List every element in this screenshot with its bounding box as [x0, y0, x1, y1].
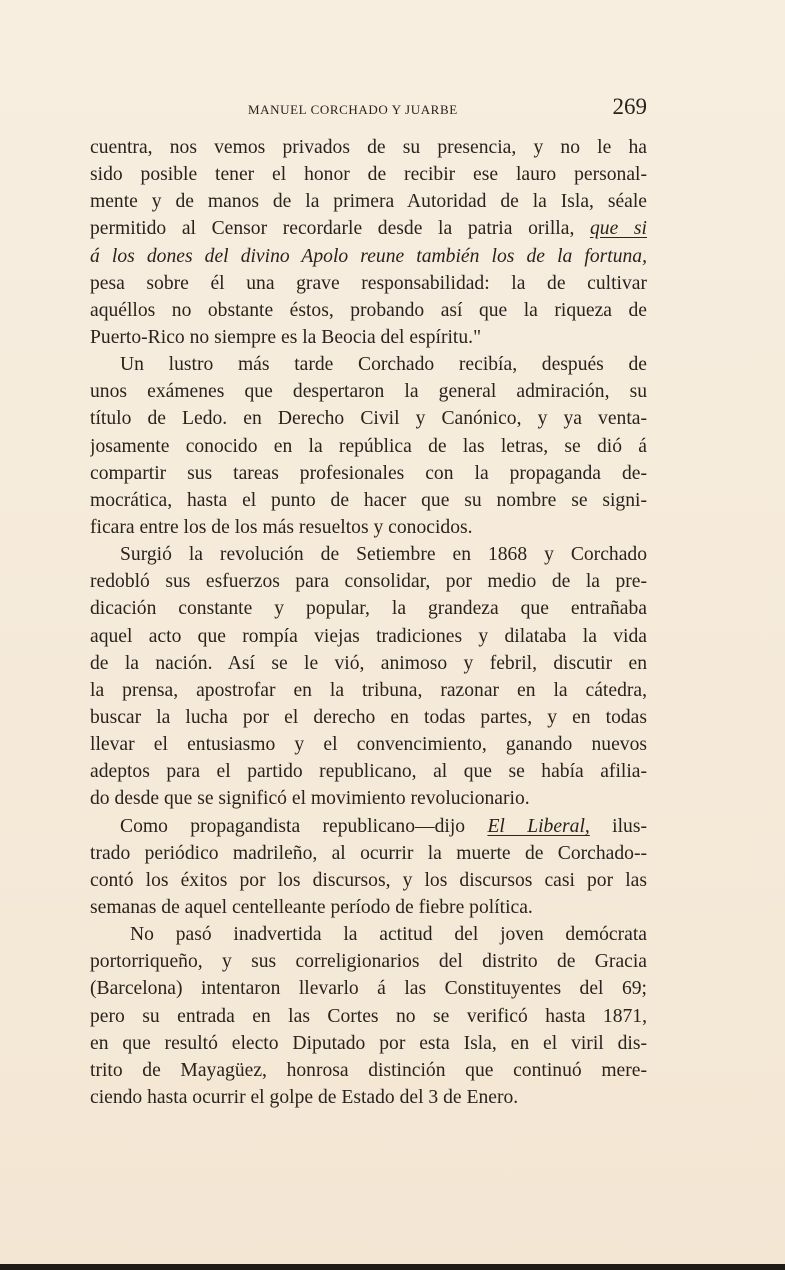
text-line: dicación constante y popular, la grandeza que entrañaba — [90, 598, 647, 620]
text-span: Como propagandista republicano—dijo — [120, 815, 488, 837]
text-line: redobló sus esfuerzos para consolidar, por medio de la pre- — [90, 571, 647, 593]
text-line: compartir sus tareas profesionales con la propaganda de- — [90, 462, 647, 484]
italic-span: que si — [589, 218, 647, 240]
text-line: mocrática, hasta el punto de hacer que su nombre se signi- — [90, 489, 647, 511]
text-line: cuentra, nos vemos privados de su presencia, y no le ha — [90, 137, 647, 158]
text-line: mente y de manos de la primera Autoridad de la Isla, séale — [90, 191, 647, 213]
text-line: unos exámenes que despertaron la general admiración, su — [90, 381, 647, 403]
text-line: adeptos para el partido republicano, al que se había afilia- — [90, 761, 647, 783]
text-line: de la nación. Así se le vió, animoso y febril, discutir en — [90, 652, 647, 674]
text-line: aquel acto que rompía viejas tradiciones y dilataba la vida — [90, 625, 647, 647]
text-line — [90, 813, 647, 840]
text-line: llevar el entusiasmo y el convencimiento, ganando nuevos — [90, 734, 647, 756]
running-title: MANUEL CORCHADO Y JUARBE — [248, 102, 458, 117]
text-line: sido posible tener el honor de recibir ese lauro personal- — [90, 164, 647, 186]
text-line: pesa sobre él una grave responsabilidad: la de cultivar — [90, 272, 647, 294]
text-line: Surgió la revolución de Setiembre en 1868 y Corchado — [120, 544, 647, 566]
text-span: permitido al Censor recordarle desde la patria orilla, — [90, 218, 590, 240]
text-line: Un lustro más tarde Corchado recibía, después de — [120, 354, 647, 376]
page-number: 269 — [612, 94, 647, 119]
text-line: la prensa, apostrofar en la tribuna, razonar en la cátedra, — [90, 679, 647, 701]
text-line: No pasó inadvertida la actitud del joven demócrata — [130, 924, 647, 946]
text-line: contó los éxitos por los discursos, y los discursos casi por las — [90, 869, 647, 891]
text-line: ficara entre los de los más resueltos y conocidos. — [90, 516, 473, 538]
running-head — [90, 96, 647, 122]
italic-span: El Liberal, — [487, 815, 590, 837]
text-line: en que resultó electo Diputado por esta Isla, en el viril dis- — [90, 1032, 647, 1054]
text-line: aquéllos no obstante éstos, probando así que la riqueza de — [90, 299, 647, 321]
italic-span: á los dones del divino Apolo reune también los de la fortuna, — [90, 245, 647, 267]
text-line: semanas de aquel centelleante período de fiebre política. — [90, 896, 533, 918]
body-text — [90, 134, 647, 1111]
scan-bottom-edge — [0, 1264, 785, 1270]
text-line — [90, 243, 647, 270]
text-line: buscar la lucha por el derecho en todas partes, y en todas — [90, 706, 647, 728]
text-line: (Barcelona) intentaron llevarlo á las Constituyentes del 69; — [90, 978, 647, 1000]
text-line: Puerto-Rico no siempre es la Beocia del espíritu." — [90, 326, 482, 348]
text-line: portorriqueño, y sus correligionarios del distrito de Gracia — [90, 951, 647, 973]
text-line: do desde que se significó el movimiento revolucionario. — [90, 788, 530, 810]
text-line: trado periódico madrileño, al ocurrir la muerte de Corchado-- — [90, 842, 647, 864]
text-line: trito de Mayagüez, honrosa distinción que continuó mere- — [90, 1059, 647, 1081]
text-line: pero su entrada en las Cortes no se verificó hasta 1871, — [90, 1005, 647, 1027]
text-line — [90, 215, 647, 242]
text-line: ciendo hasta ocurrir el golpe de Estado del 3 de Enero. — [90, 1086, 519, 1108]
text-line: josamente conocido en la república de las letras, se dió á — [90, 435, 647, 457]
text-line: título de Ledo. en Derecho Civil y Canónico, y ya venta- — [90, 408, 647, 430]
text-span: ilus- — [589, 815, 647, 837]
